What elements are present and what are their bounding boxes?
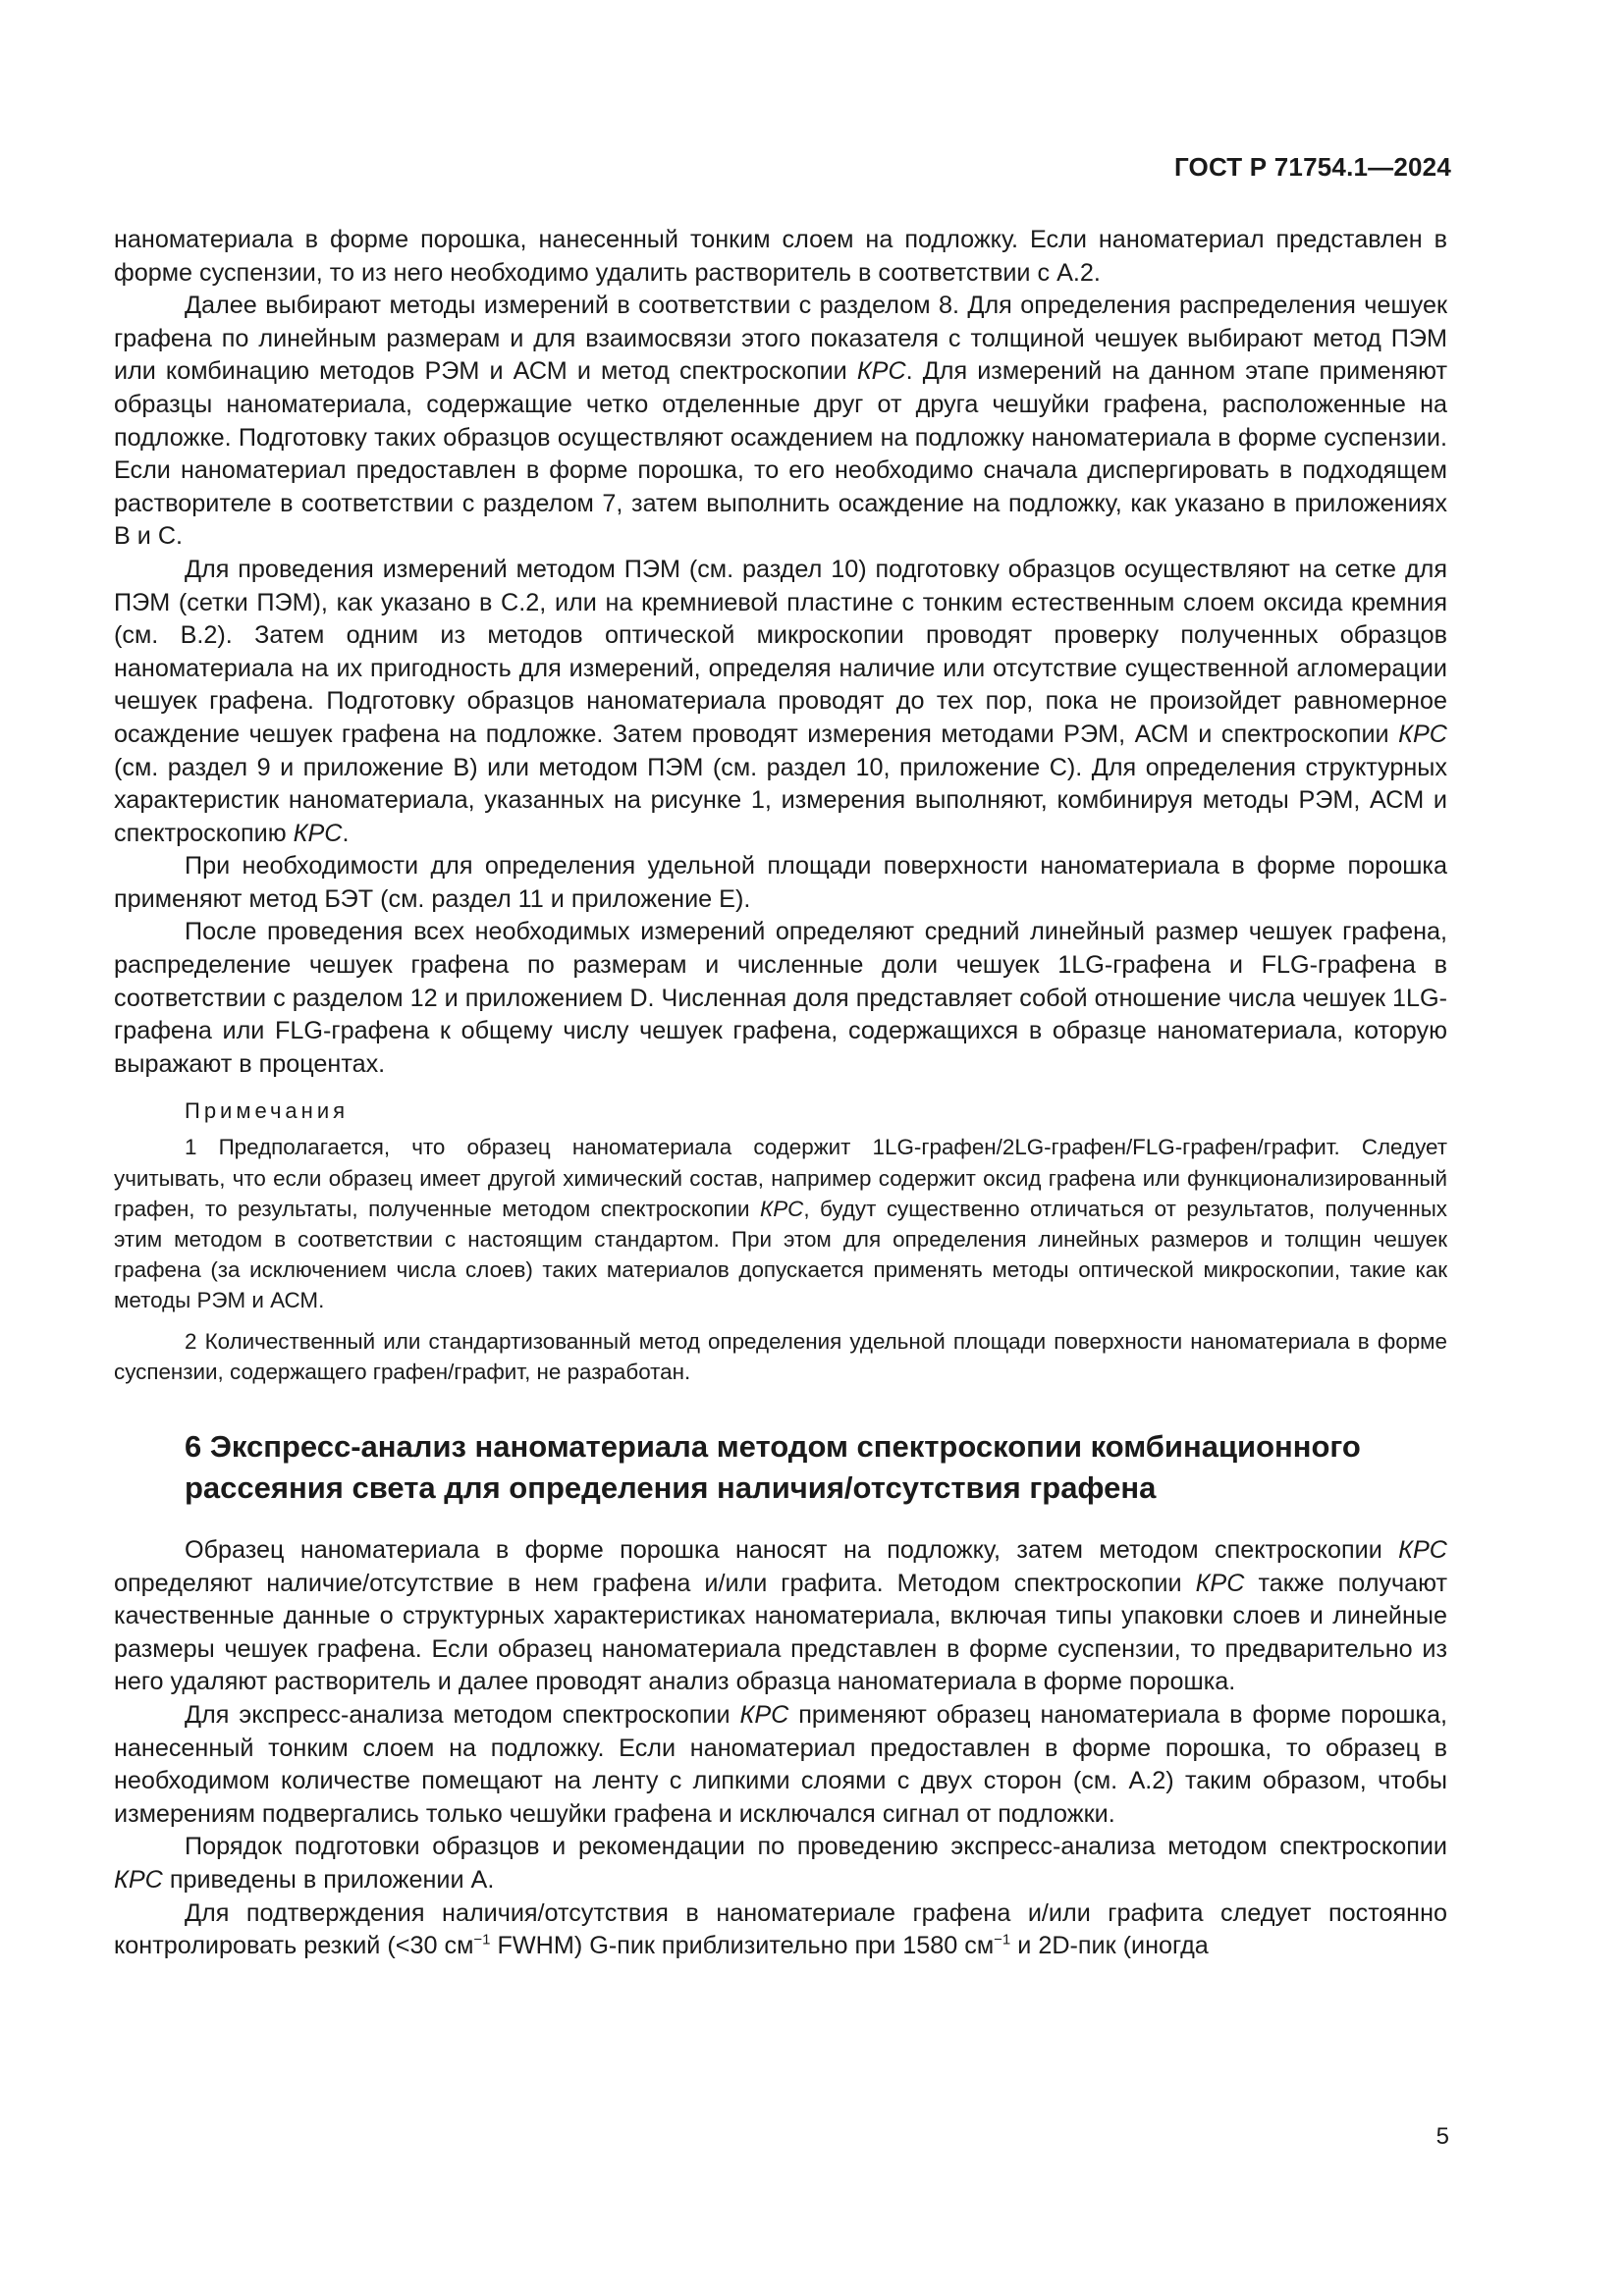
paragraph: Для проведения измерений методом ПЭМ (см. раздел 10) подготовку образцов осуществляют на сетке для ПЭМ (сетки ПЭМ), как указано в С.2, или на кремниевой пластине с тонким естественным слоем оксида кремния (см. В.2). Затем одним из методов оптической микроскопии проводят проверку полученных образцов наноматериала на их пригодность для измерений, определяя наличие или отсутствие существенной агломерации чешуек графена. Подготовку образцов наноматериала проводят до тех пор, пока не произойдет равномерное осаждение чешуек графена на подложке. Затем проводят измерения методами РЭМ, АСМ и спектроскопии КРС (см. раздел 9 и приложение В) или методом ПЭМ (см. раздел 10, приложение С). Для определения структурных характеристик наноматериала, указанных на рисунке 1, измерения выполняют, комбинируя методы РЭМ, АСМ и спектроскопию КРС. [114, 555, 1447, 847]
paragraph: При необходимости для определения удельной площади поверхности наноматериала в форме порошка применяют метод БЭТ (см. раздел 11 и приложение Е). [114, 852, 1447, 913]
text-run: Для подтверждения наличия/отсутствия в наноматериале графена и/или графита следует постоянно контролировать резкий (<30 см [114, 1898, 1447, 1960]
paragraph: Порядок подготовки образцов и рекомендации по проведению экспресс-анализа методом спектроскопии КРС приведены в приложении А. [114, 1833, 1447, 1894]
paragraph: наноматериала в форме порошка, нанесенный тонким слоем на подложку. Если наноматериал представлен в форме суспензии, то из него необходимо удалить растворитель в соответствии с А.2. [114, 226, 1447, 287]
paragraph: Для экспресс-анализа методом спектроскопии КРС применяют образец наноматериала в форме порошка, нанесенный тонким слоем на подложку. Если наноматериал предоставлен в форме порошка, то образец в необходимом количестве помещают на ленту с липкими слоями с двух сторон (см. А.2) таким образом, чтобы измерениям подвергались только чешуйки графена и исключался сигнал от подложки. [114, 1701, 1448, 1828]
note-item: 2 Количественный или стандартизованный метод определения удельной площади поверхности наноматериала в форме суспензии, содержащего графен/графит, не разработан. [114, 1328, 1447, 1384]
paragraph: Образец наноматериала в форме порошка наносят на подложку, затем методом спектроскопии КРС определяют наличие/отсутствие в нем графена и/или графита. Методом спектроскопии КРС также получают качественные данные о структурных характеристиках наноматериала, включая типы упаковки слоев и линейные размеры чешуек графена. Если образец наноматериала представлен в форме суспензии, то предварительно из него удаляют растворитель и далее проводят анализ образца наноматериала в форме порошка. [114, 1536, 1447, 1696]
page-number: 5 [1435, 2123, 1449, 2150]
superscript: −1 [473, 1931, 491, 1949]
text-run: FWHM) G-пик приблизительно при 1580 см [490, 1932, 995, 1960]
paragraph: Далее выбирают методы измерений в соответствии с разделом 8. Для определения распределения чешуек графена по линейным размерам и для взаимосвязи этого показателя с толщиной чешуек выбирают метод ПЭМ или комбинацию методов РЭМ и АСМ и метод спектроскопии КРС. Для измерений на данном этапе применяют образцы наноматериала, содержащие четко отделенные друг от друга чешуйки графена, расположенные на подложке. Подготовку таких образцов осуществляют осаждением на подложку наноматериала в форме суспензии. Если наноматериал предоставлен в форме порошка, то его необходимо сначала диспергировать в подходящем растворителе в соответствии с разделом 7, затем выполнить осаждение на подложку, как указано в приложениях В и С. [114, 292, 1447, 551]
paragraph-last [114, 1897, 1447, 1963]
superscript: −1 [994, 1931, 1011, 1949]
notes-heading: Примечания [185, 1098, 350, 1124]
document-code: ГОСТ Р 71754.1—2024 [1173, 152, 1451, 182]
paragraph: После проведения всех необходимых измерений определяют средний линейный размер чешуек графена, распределение чешуек графена по размерам и численные доли чешуек 1LG-графена и FLG-графена в соответствии с разделом 12 и приложением D. Численная доля представляет собой отношение числа чешуек 1LG-графена или FLG-графена к общему числу чешуек графена, содержащихся в образце наноматериала, которую выражают в процентах. [114, 918, 1447, 1078]
section-heading: 6 Экспресс-анализ наноматериала методом спектроскопии комбинационного рассеяния света для определения наличия/отсутствия графена [185, 1429, 1361, 1506]
page-content [114, 224, 1447, 1963]
note-item: 1 Предполагается, что образец наноматериала содержит 1LG-графен/2LG-графен/FLG-графен/графит. Следует учитывать, что если образец имеет другой химический состав, например содержит оксид графена или функционализированный графен, то результаты, полученные методом спектроскопии КРС, будут существенно отличаться от результатов, полученных этим методом в соответствии с настоящим стандартом. При этом для определения линейных размеров и толщин чешуек графена (за исключением числа слоев) таких материалов допускается применять методы оптической микроскопии, такие как методы РЭМ и АСМ. [114, 1135, 1447, 1313]
text-run: и 2D-пик (иногда [1010, 1932, 1209, 1960]
